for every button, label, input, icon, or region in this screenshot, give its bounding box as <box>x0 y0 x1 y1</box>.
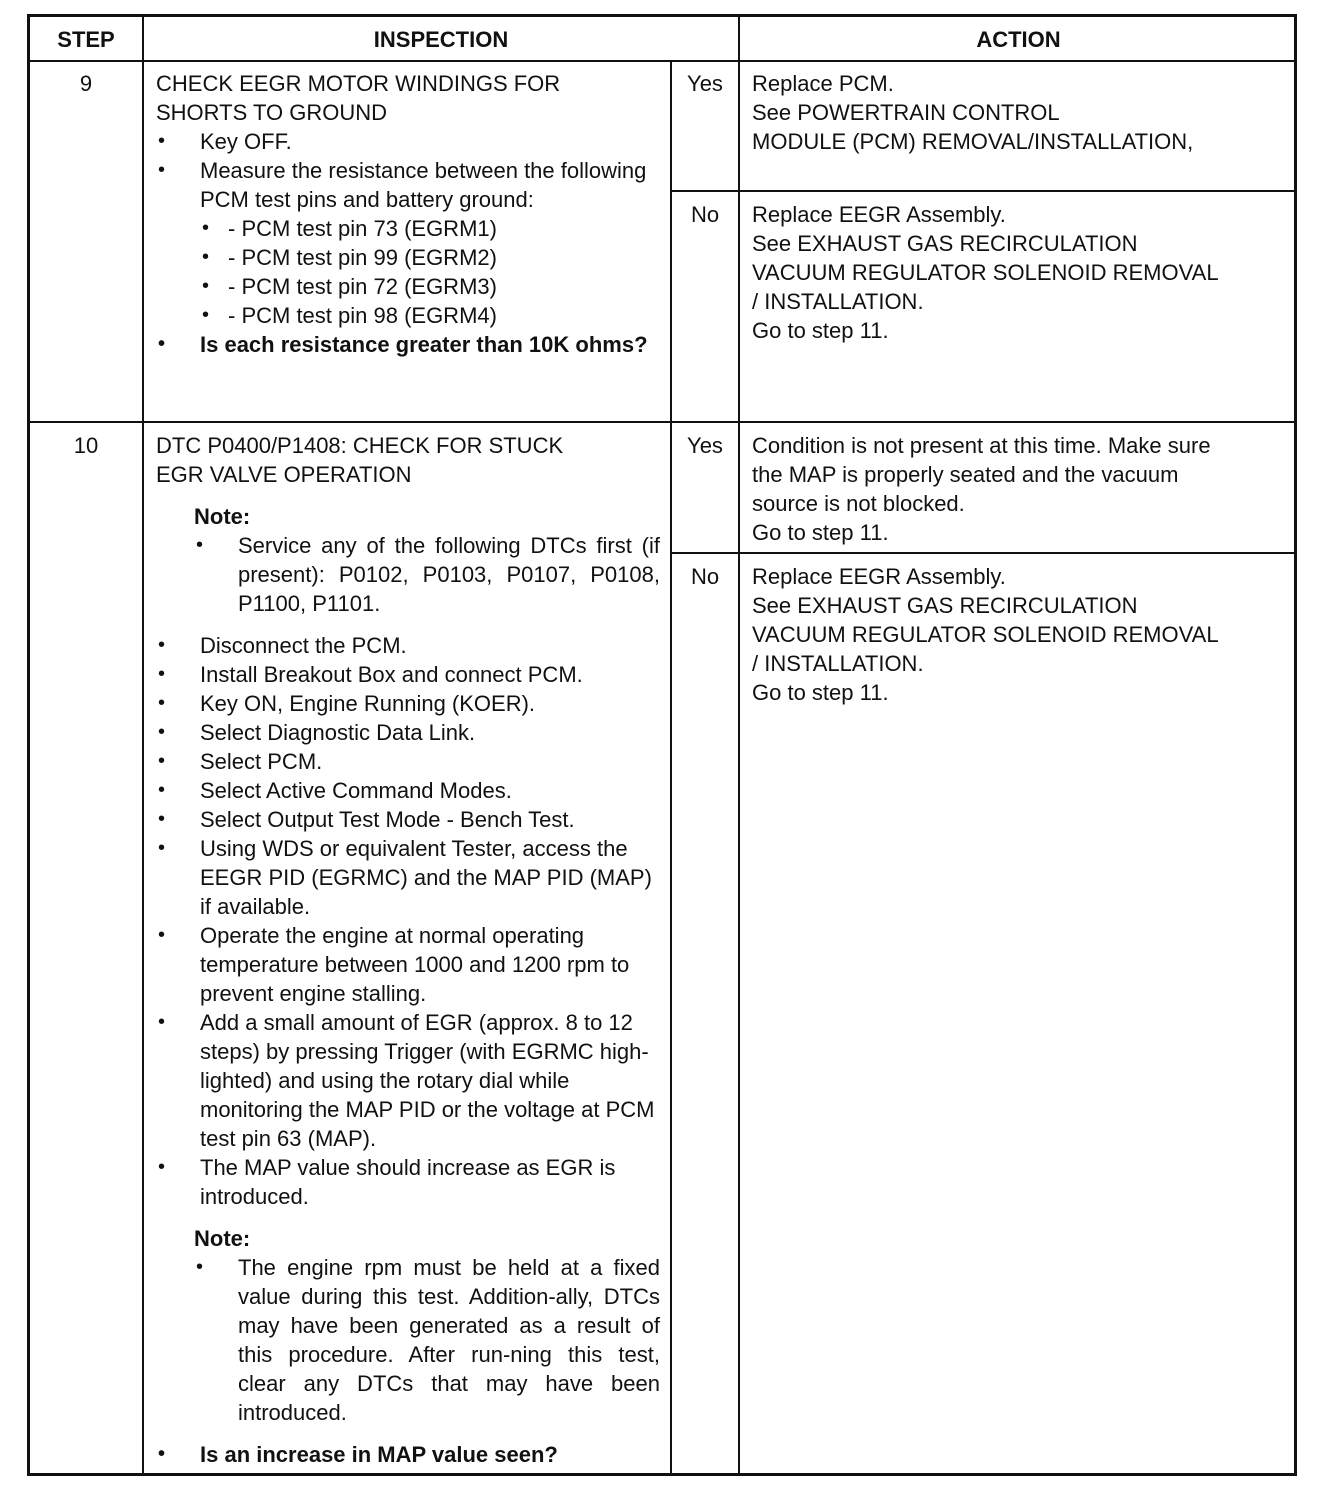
header-divider <box>30 60 1297 62</box>
inspection-title-cont: EGR VALVE OPERATION <box>156 462 412 487</box>
action-line: Replace EEGR Assembly. <box>752 564 1006 589</box>
inspection-question: • Is an increase in MAP value seen? <box>156 1440 660 1469</box>
yes-label: Yes <box>687 433 723 458</box>
inspection-steps <box>156 127 660 359</box>
inspection-steps <box>156 631 660 1211</box>
list-item: • - PCM test pin 99 (EGRM2) <box>200 243 660 272</box>
action-line: VACUUM REGULATOR SOLENOID REMOVAL <box>752 622 1219 647</box>
list-item-text: Measure the resistance between the following PCM test pins and battery ground: <box>200 158 647 212</box>
action-line: Go to step 11. <box>752 318 889 343</box>
col-divider-action <box>738 17 740 1476</box>
action-line: VACUUM REGULATOR SOLENOID REMOVAL <box>752 260 1219 285</box>
no-label: No <box>690 564 720 589</box>
action-line: Go to step 11. <box>752 520 889 545</box>
note-label: Note: <box>194 1226 251 1251</box>
no-action <box>752 200 1292 345</box>
list-item <box>156 156 660 330</box>
note-list <box>194 531 660 618</box>
note-box <box>194 502 660 618</box>
list-item: • Key OFF. <box>156 127 660 156</box>
list-item: • Add a small amount of EGR (approx. 8 to 12 steps) by pressing Trigger (with EGRMC high-lighted) and using the rotary dial while monitoring the MAP PID or the voltage at PCM test pin 63 (MAP). <box>156 1008 660 1153</box>
list-item: • - PCM test pin 98 (EGRM4) <box>200 301 660 330</box>
row9-yes-no-divider <box>670 190 1297 192</box>
list-item: • Select PCM. <box>156 747 660 776</box>
inspection-title-cont: SHORTS TO GROUND <box>156 100 388 125</box>
action-line: MODULE (PCM) REMOVAL/INSTALLATION, <box>752 129 1194 154</box>
step-number: 9 <box>79 71 93 96</box>
action-line: Replace PCM. <box>752 71 894 96</box>
action-line: Condition is not present at this time. Make sure <box>752 433 1211 458</box>
note-box <box>194 1224 660 1427</box>
step-number: 10 <box>73 433 99 458</box>
action-line: Replace EEGR Assembly. <box>752 202 1006 227</box>
diagnostic-table <box>27 14 1297 1476</box>
action-line: / INSTALLATION. <box>752 289 924 314</box>
inspection-title: CHECK EEGR MOTOR WINDINGS FOR <box>156 71 561 96</box>
action-line: See EXHAUST GAS RECIRCULATION <box>752 231 1138 256</box>
col-divider-inspection <box>670 60 672 1476</box>
action-line: the MAP is properly seated and the vacuum <box>752 462 1179 487</box>
action-line: / INSTALLATION. <box>752 651 924 676</box>
list-item: • Install Breakout Box and connect PCM. <box>156 660 660 689</box>
yes-action <box>752 69 1292 156</box>
inspection-cell <box>156 69 660 359</box>
test-pin-list <box>200 214 660 330</box>
no-label: No <box>690 202 720 227</box>
note-label: Note: <box>194 504 251 529</box>
list-item: • Disconnect the PCM. <box>156 631 660 660</box>
yes-action <box>752 431 1292 547</box>
list-item: • - PCM test pin 73 (EGRM1) <box>200 214 660 243</box>
note-text: • Service any of the following DTCs first (if present): P0102, P0103, P0107, P0108, P1100, P1101. <box>194 531 660 618</box>
list-item: • Select Output Test Mode - Bench Test. <box>156 805 660 834</box>
row10-yes-no-divider <box>670 552 1297 554</box>
no-action <box>752 562 1292 707</box>
list-item: • Select Active Command Modes. <box>156 776 660 805</box>
action-line: See EXHAUST GAS RECIRCULATION <box>752 593 1138 618</box>
inspection-title: DTC P0400/P1408: CHECK FOR STUCK <box>156 433 564 458</box>
header-action: ACTION <box>976 27 1061 52</box>
yes-label: Yes <box>687 71 723 96</box>
list-item: • Select Diagnostic Data Link. <box>156 718 660 747</box>
list-item: • Operate the engine at normal operating temperature between 1000 and 1200 rpm to prevent engine stalling. <box>156 921 660 1008</box>
header-step: STEP <box>57 27 115 52</box>
action-line: See POWERTRAIN CONTROL <box>752 100 1060 125</box>
col-divider-step <box>142 17 144 1476</box>
note-list <box>194 1253 660 1427</box>
inspection-cell <box>156 431 660 1469</box>
action-line: Go to step 11. <box>752 680 889 705</box>
row-divider <box>30 421 1297 423</box>
list-item: • - PCM test pin 72 (EGRM3) <box>200 272 660 301</box>
list-item: • Key ON, Engine Running (KOER). <box>156 689 660 718</box>
inspection-question-list <box>156 1440 660 1469</box>
action-line: source is not blocked. <box>752 491 965 516</box>
list-item: • Using WDS or equivalent Tester, access the EEGR PID (EGRMC) and the MAP PID (MAP) if available. <box>156 834 660 921</box>
list-item: • The MAP value should increase as EGR is introduced. <box>156 1153 660 1211</box>
note-text: • The engine rpm must be held at a fixed value during this test. Addition-ally, DTCs may have been generated as a result of this procedure. After run-ning this test, clear any DTCs that may have been introduced. <box>194 1253 660 1427</box>
inspection-question: • Is each resistance greater than 10K ohms? <box>156 330 660 359</box>
header-inspection: INSPECTION <box>373 27 509 52</box>
